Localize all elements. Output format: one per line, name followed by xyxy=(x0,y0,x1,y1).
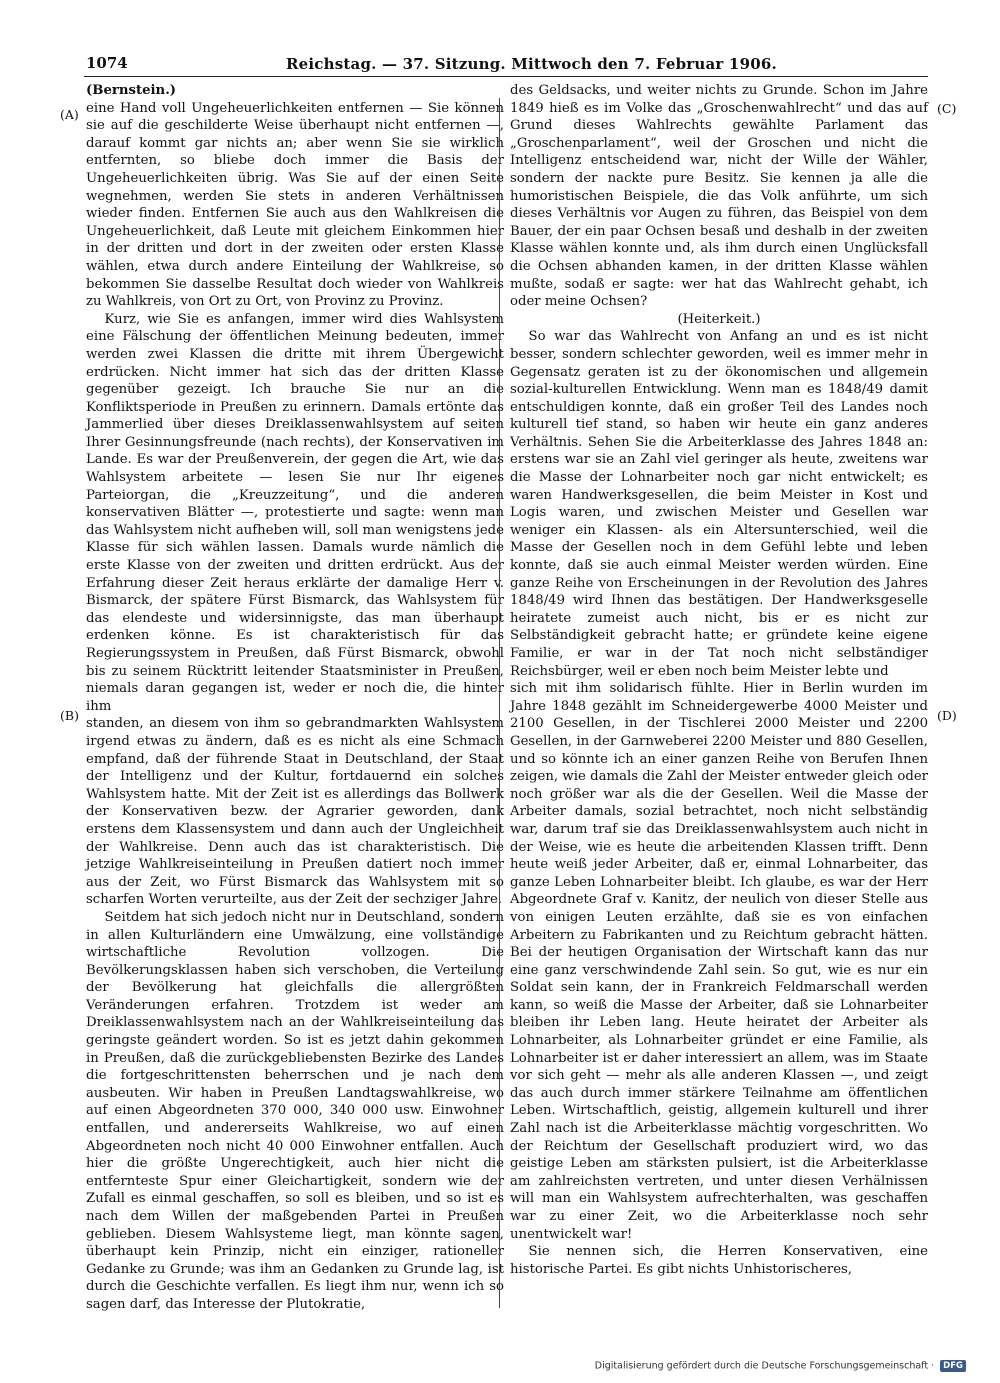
right-column xyxy=(510,82,928,1278)
interjection: (Heiterkeit.) xyxy=(677,311,761,327)
paragraph: standen, an diesem von ihm so gebrandmarkten Wahlsystem irgend etwas zu ändern, daß es es nicht als eine Schmach empfand, daß der führende Staat in Deutschland, der Staat der Intelligenz und der Kultur, fortdauernd ein solches Wahlsystem hatte. Mit der Zeit ist es allerdings das Bollwerk der Konservativen bezw. der Agrarier geworden, dank erstens dem Klassensystem und dann auch der Ungleichheit der Wahlkreise. Denn auch das ist charakteristisch. Die jetzige Wahlkreiseinteilung in Preußen datiert noch immer aus der Zeit, wo Fürst Bismarck das Wahlsystem mit so scharfen Worten verurteilte, aus der Zeit der sechziger Jahre. xyxy=(86,716,504,908)
running-head: Reichstag. — 37. Sitzung. Mittwoch den 7. Februar 1906. xyxy=(286,55,777,73)
paragraph: Sie nennen sich, die Herren Konservativen, eine historische Partei. Es gibt nichts Unhistorischeres, xyxy=(510,1244,928,1277)
footer xyxy=(595,1360,966,1372)
footer-credit: Digitalisierung gefördert durch die Deutsche Forschungsgemeinschaft · xyxy=(594,1360,935,1372)
margin-mark-b: (B) xyxy=(60,708,79,723)
margin-mark-d: (D) xyxy=(937,708,957,723)
page-number: 1074 xyxy=(86,54,128,72)
speaker-name: (Bernstein.) xyxy=(86,83,177,98)
margin-mark-a: (A) xyxy=(60,107,79,122)
paragraph: des Geldsacks, und weiter nichts zu Grunde. Schon im Jahre 1849 hieß es im Volke das „Groschenwahlrecht“ und das auf Grund dieses Wahlrechts gewählte Parlament das „Groschenparlament“, weil der Groschen und nicht die Intelligenz entscheidend war, nicht der Wille der Wähler, sondern der nackte pure Besitz. Sie kennen ja alle die humoristischen Beispiele, die das Volk anführte, um sich dieses Verhältnis vor Augen zu führen, das Beispiel von dem Bauer, der ein paar Ochsen besaß und deshalb in der zweiten Klasse wählen konnte und, als ihm durch einen Unglücksfall die Ochsen abhanden kamen, in der dritten Klasse wählen mußte, sodaß er sagte: wer hat das Wahlrecht gehabt, ich oder meine Ochsen? xyxy=(510,83,928,310)
header-rule xyxy=(84,76,928,77)
column-divider xyxy=(499,98,500,1308)
paragraph: sich mit ihm solidarisch fühlte. Hier in Berlin wurden im Jahre 1848 gezählt im Schneidergewerbe 4000 Meister und 2100 Gesellen, in der Tischlerei 2000 Meister und 2200 Gesellen, in der Garnweberei 2200 Meister und 880 Gesellen, und so könnte ich an einer ganzen Reihe von Berufen Ihnen zeigen, wie damals die Zahl der Meister entweder gleich oder noch größer war als die der Gesellen. Weil die Masse der Arbeiter damals, sozial betrachtet, noch nicht selbständig war, darum traf sie das Dreiklassenwahlsystem auch nicht in der Weise, wie es heute die arbeitenden Klassen trifft. Denn heute weiß jeder Arbeiter, daß er, einmal Lohnarbeiter, das ganze Leben Lohnarbeiter bleibt. Ich glaube, es war der Herr Abgeordnete Graf v. Kanitz, der neulich von dieser Stelle aus von einigen Leuten erzählte, daß sie es von einfachen Arbeitern zu Fabrikanten und zu Reichtum gebracht hätten. Bei der heutigen Organisation der Wirtschaft kann das nur eine ganz verschwindende Zahl sein. So gut, wie es nur ein Soldat sein kann, der in Frankreich Feldmarschall werden kann, so weiß die Masse der Arbeiter, daß sie Lohnarbeiter bleiben ihr Leben lang. Heute heiratet der Arbeiter als Lohnarbeiter, als Lohnarbeiter gründet er eine Familie, als Lohnarbeiter ist er daher interessiert an allem, was im Staate vor sich geht — mehr als alle anderen Klassen —, und zeigt das auch durch immer stärkere Teilnahme am öffentlichen Leben. Wirtschaftlich, geistig, allgemein kulturell und ihrer Zahl nach ist die Arbeiterklasse mächtig vorgeschritten. Wo der Reichtum der Gesellschaft produziert wird, wo das geistige Leben am stärksten pulsiert, ist die Arbeiterklasse am zahlreichsten vertreten, und unter diesen Verhälnissen will man ein Wahlsystem aufrechterhalten, was geschaffen war zu einer Zeit, wo die Arbeiterklasse noch sehr unentwickelt war! xyxy=(510,681,928,1242)
margin-mark-c: (C) xyxy=(937,101,957,116)
paragraph: Seitdem hat sich jedoch nicht nur in Deutschland, sondern in allen Kulturländern eine Umwälzung, eine vollständige wirtschaftliche Revolution vollzogen. Die Bevölkerungsklassen haben sich verschoben, die Verteilung der Bevölkerung hat gleichfalls die allergrößten Veränderungen erfahren. Trotzdem ist weder am Dreiklassenwahlsystem nach an der Wahlkreiseinteilung das geringste geändert worden. So ist es jetzt dahin gekommen in Preußen, daß die zurückgebliebensten Bezirke des Landes die fortgeschrittensten beherrschen und je nach dem ausbeuten. Wir haben in Preußen Landtagswahlkreise, wo auf einen Abgeordneten 370 000, 340 000 usw. Einwohner entfallen, und andererseits Wahlkreise, wo auf einen Abgeordneten noch nicht 40 000 Einwohner entfallen. Auch hier die größte Ungerechtigkeit, auch hier nicht die entfernteste Spur einer Gleichartigkeit, sondern wie der Zufall es einmal geschaffen, so soll es bleiben, und so ist es nach dem Willen der maßgebenden Partei in Preußen geblieben. Diesem Wahlsysteme liegt, man könnte sagen, überhaupt kein Prinzip, nicht ein einziger, rationeller Gedanke zu Grunde; was ihm an Gedanken zu Grunde lag, ist durch die Geschichte verfallen. Es liegt ihm nur, wenn ich so sagen darf, das Interesse der Plutokratie, xyxy=(86,909,504,1312)
paragraph: So war das Wahlrecht von Anfang an und es ist nicht besser, sondern schlechter geworden, weil es immer mehr in Gegensatz geraten ist zu der ökonomischen und allgemein sozial-kulturellen Entwicklung. Wenn man es 1848/49 damit entschuldigen konnte, daß ein großer Teil des Landes noch kulturell tief stand, so haben wir heute ein ganz anderes Verhältnis. Sehen Sie die Arbeiterklasse des Jahres 1848 an: erstens war sie an Zahl viel geringer als heute, zweitens war die Masse der Lohnarbeiter noch gar nicht entwickelt; es waren Handwerksgesellen, die beim Meister in Kost und Logis waren, und zwischen Meister und Gesellen war weniger ein Klassen- als ein Altersunterschied, weil die Masse der Gesellen noch in dem Gefühl lebte und leben konnte, daß sie auch einmal Meister werden würden. Eine ganze Reihe von Erscheinungen in der Revolution des Jahres 1848/49 wird Ihnen das bestätigen. Der Handwerksgeselle heiratete zumeist auch nicht, bis er es nicht zur Selbständigkeit gebracht hatte; er gründete keine eigene Familie, er war in der Tat noch nicht selbständiger Reichsbürger, weil er eben noch beim Meister lebte und xyxy=(510,329,928,679)
paragraph: Kurz, wie Sie es anfangen, immer wird dies Wahlsystem eine Fälschung der öffentlichen Meinung bedeuten, immer werden zwei Klassen die dritte mit ihrem Übergewicht erdrücken. Nicht immer hat sich das der dritten Klasse gegenüber gezeigt. Ich brauche Sie nur an die Konfliktsperiode in Preußen zu erinnern. Damals ertönte das Jammerlied über dieses Dreiklassenwahlsystem auf seiten Ihrer Gesinnungsfreunde (nach rechts), der Konservativen im Lande. Es war der Preußenverein, der gegen die Art, wie das Wahlsystem arbeitete — lesen Sie nur Ihr eigenes Parteiorgan, die „Kreuzzeitung“, und die anderen konservativen Blätter —, protestierte und sagte: wenn man das Wahlsystem nicht aufheben will, soll man wenigstens jede Klasse für sich wählen lassen. Damals wurde nämlich die erste Klasse von der zweiten und dritten erdrückt. Aus der Erfahrung dieser Zeit heraus erklärte der damalige Herr v. Bismarck, der spätere Fürst Bismarck, das Wahlsystem für das elendeste und widersinnigste, das man überhaupt erdenken könne. Es ist charakteristisch für das Regierungssystem in Preußen, daß Fürst Bismarck, obwohl bis zu seinem Rücktritt leitender Staatsminister in Preußen, niemals daran gegangen ist, weder er noch die, die hinter ihm xyxy=(86,311,504,714)
dfg-logo: DFG xyxy=(940,1360,966,1372)
paragraph: eine Hand voll Ungeheuerlichkeiten entfernen — Sie können sie auf die geschilderte Weise überhaupt nicht entfernen —, darauf kommt gar nichts an; aber wenn Sie sie wirklich entfernten, so bliebe doch immer die Basis der Ungeheuerlichkeiten übrig. Was Sie auf der einen Seite wegnehmen, werden Sie stets in anderen Verhältnissen wieder finden. Entfernen Sie auch aus den Wahlkreisen die Ungeheuerlichkeit, daß Leute mit gleichem Einkommen hier in der dritten und dort in der zweiten oder ersten Klasse wählen, etwa durch andere Einteilung der Wahlkreise, so bekommen Sie dasselbe Resultat doch wieder von Wahlkreis zu Wahlkreis, von Ort zu Ort, von Provinz zu Provinz. xyxy=(86,100,504,310)
left-column xyxy=(86,82,504,1314)
